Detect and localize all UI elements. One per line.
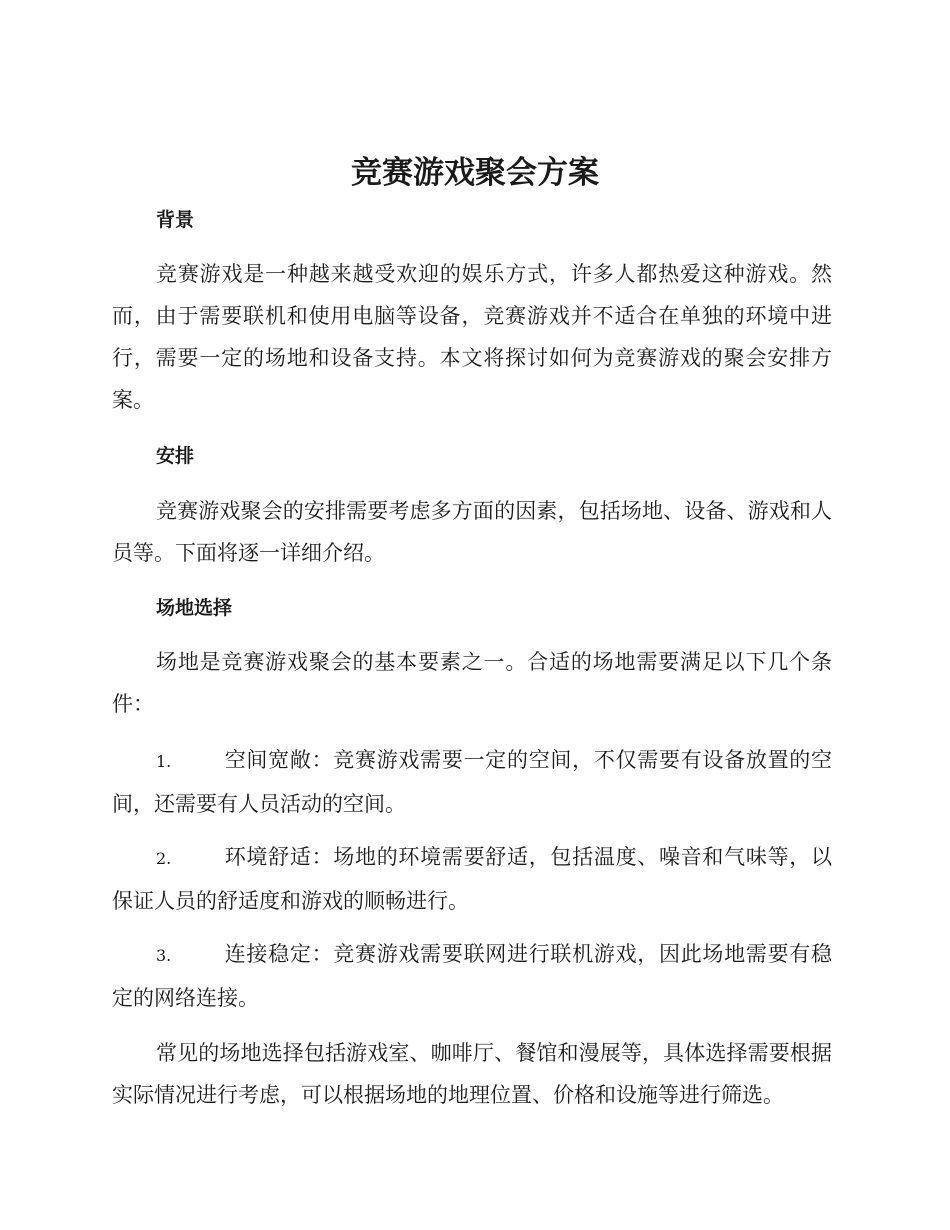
arrangement-paragraph: 竞赛游戏聚会的安排需要考虑多方面的因素，包括场地、设备、游戏和人员等。下面将逐一详细介绍。 (112, 499, 832, 565)
document-title: 竞赛游戏聚会方案 (351, 155, 599, 191)
list-item (112, 836, 832, 922)
list-item-number: 3. (156, 946, 172, 965)
background-paragraph: 竞赛游戏是一种越来越受欢迎的娱乐方式，许多人都热爱这种游戏。然而，由于需要联机和使用电脑等设备，竞赛游戏并不适合在单独的环境中进行，需要一定的场地和设备支持。本文将探讨如何为竞赛游戏的聚会安排方案。 (112, 262, 832, 412)
venue-conclusion-paragraph: 常见的场地选择包括游戏室、咖啡厅、餐馆和漫展等，具体选择需要根据实际情况进行考虑，可以根据场地的地理位置、价格和设施等进行筛选。 (112, 1041, 832, 1107)
list-item-number: 2. (156, 849, 172, 868)
venue-intro-paragraph: 场地是竞赛游戏聚会的基本要素之一。合适的场地需要满足以下几个条件： (112, 650, 832, 716)
list-item-text: 空间宽敞：竞赛游戏需要一定的空间，不仅需要有设备放置的空间，还需要有人员活动的空间。 (112, 748, 832, 816)
section-heading-background: 背景 (156, 209, 195, 231)
list-item-text: 连接稳定：竞赛游戏需要联网进行联机游戏，因此场地需要有稳定的网络连接。 (112, 942, 832, 1010)
list-item-number: 1. (156, 752, 172, 771)
list-item (112, 739, 832, 825)
section-heading-arrangement: 安排 (156, 445, 195, 467)
list-item-text: 环境舒适：场地的环境需要舒适，包括温度、噪音和气味等，以保证人员的舒适度和游戏的顺畅进行。 (112, 845, 832, 913)
list-item (112, 933, 832, 1019)
section-heading-venue: 场地选择 (156, 597, 233, 619)
